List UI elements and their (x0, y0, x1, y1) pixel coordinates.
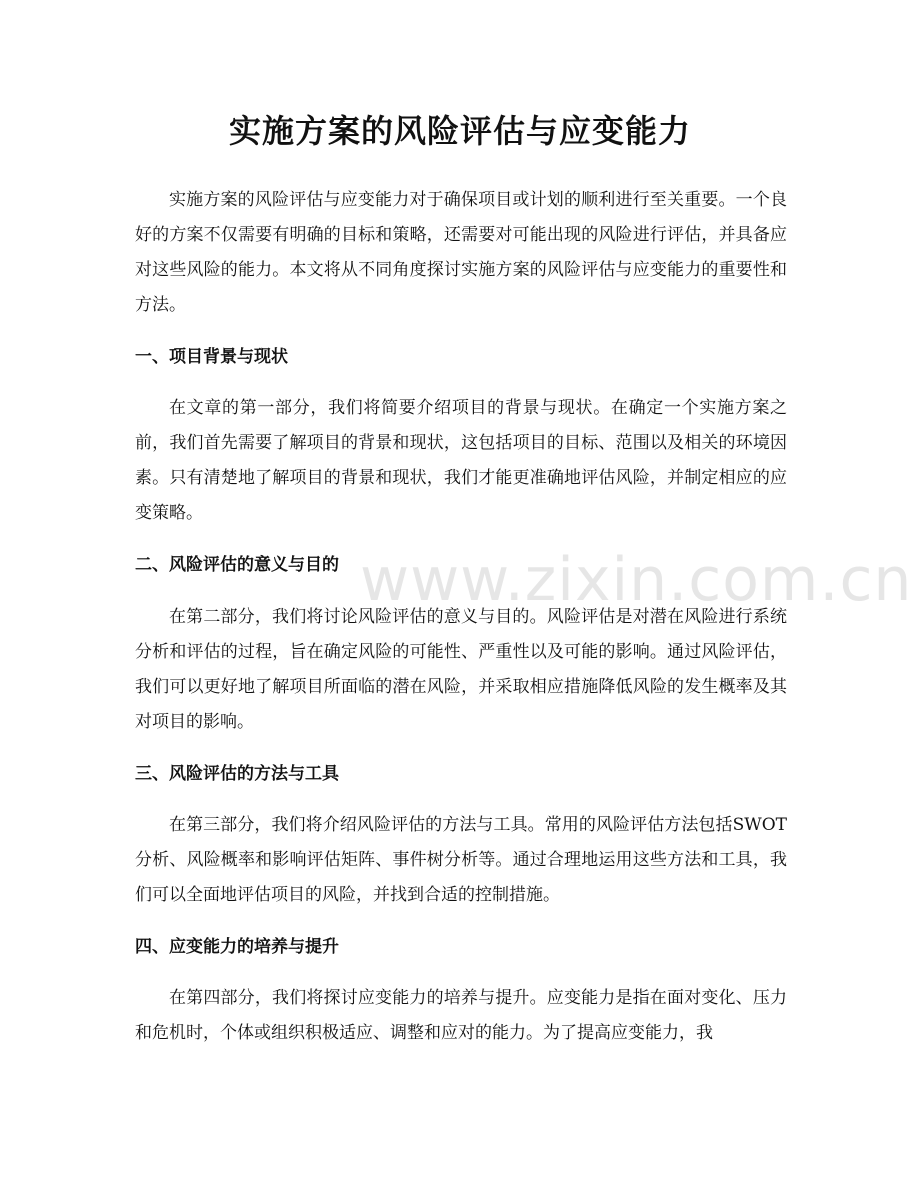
section-body-3: 在第三部分，我们将介绍风险评估的方法与工具。常用的风险评估方法包括SWOT分析、风险概率和影响评估矩阵、事件树分析等。通过合理地运用这些方法和工具，我们可以全面地评估项目的风险，并找到合适的控制措施。 (135, 815, 787, 905)
section-body-1: 在文章的第一部分，我们将简要介绍项目的背景与现状。在确定一个实施方案之前，我们首先需要了解项目的背景和现状，这包括项目的目标、范围以及相关的环境因素。只有清楚地了解项目的背景和现状，我们才能更准确地评估风险，并制定相应的应变策略。 (135, 398, 787, 523)
section-body-2: 在第二部分，我们将讨论风险评估的意义与目的。风险评估是对潜在风险进行系统分析和评估的过程，旨在确定风险的可能性、严重性以及可能的影响。通过风险评估，我们可以更好地了解项目所面临的潜在风险，并采取相应措施降低风险的发生概率及其对项目的影响。 (135, 607, 787, 732)
section-body-4: 在第四部分，我们将探讨应变能力的培养与提升。应变能力是指在面对变化、压力和危机时，个体或组织积极适应、调整和应对的能力。为了提高应变能力，我 (135, 988, 787, 1043)
section-heading-2: 二、风险评估的意义与目的 (135, 555, 339, 575)
watermark: www.zixin.com.cn (360, 545, 913, 615)
section-heading-4: 四、应变能力的培养与提升 (135, 937, 339, 957)
section-heading-3: 三、风险评估的方法与工具 (135, 764, 339, 784)
document-title: 实施方案的风险评估与应变能力 (228, 112, 691, 150)
section-heading-1: 一、项目背景与现状 (135, 347, 288, 367)
intro-paragraph: 实施方案的风险评估与应变能力对于确保项目或计划的顺利进行至关重要。一个良好的方案不仅需要有明确的目标和策略，还需要对可能出现的风险进行评估，并具备应对这些风险的能力。本文将从不同角度探讨实施方案的风险评估与应变能力的重要性和方法。 (135, 190, 787, 315)
